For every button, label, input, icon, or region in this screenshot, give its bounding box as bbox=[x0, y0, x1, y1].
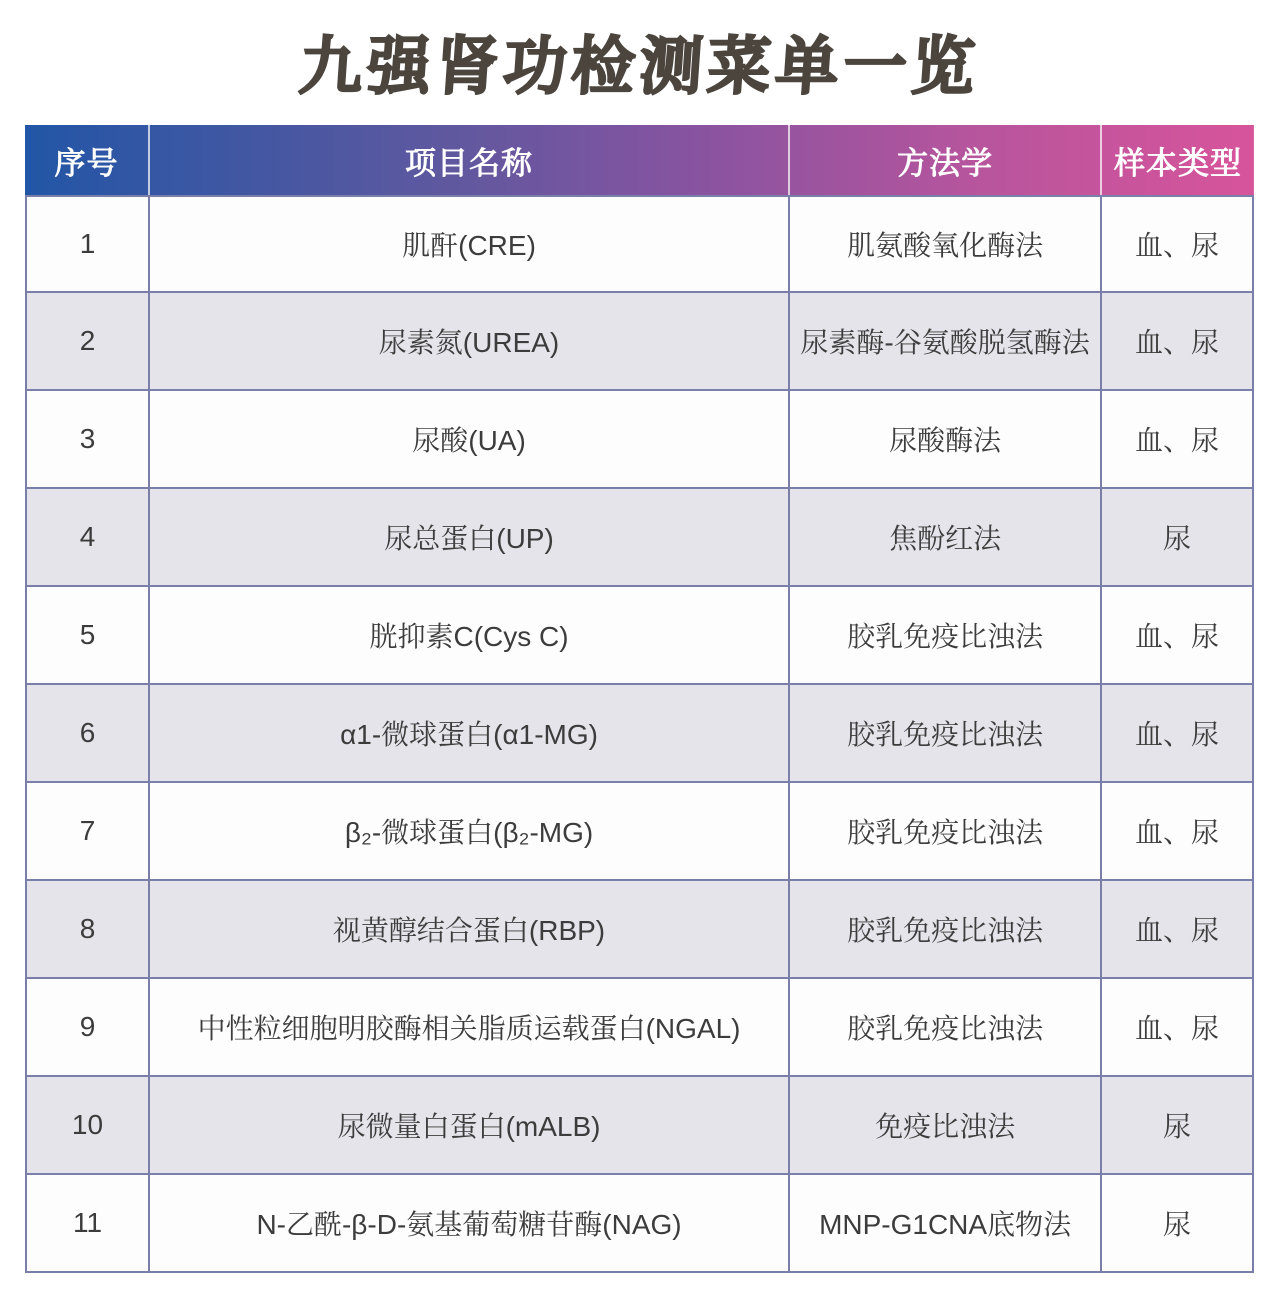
cell-no: 1 bbox=[25, 195, 150, 293]
cell-sample: 尿 bbox=[1102, 1077, 1254, 1175]
cell-name: 胱抑素C(Cys C) bbox=[150, 587, 790, 685]
column-header-no: 序号 bbox=[25, 125, 150, 195]
table-row bbox=[25, 783, 1254, 881]
cell-name: 尿总蛋白(UP) bbox=[150, 489, 790, 587]
cell-method: 胶乳免疫比浊法 bbox=[790, 881, 1102, 979]
cell-sample: 血、尿 bbox=[1102, 685, 1254, 783]
cell-sample: 血、尿 bbox=[1102, 587, 1254, 685]
cell-no: 11 bbox=[25, 1175, 150, 1273]
cell-no: 4 bbox=[25, 489, 150, 587]
table-header bbox=[25, 125, 1254, 195]
cell-name: 肌酐(CRE) bbox=[150, 195, 790, 293]
cell-method: 肌氨酸氧化酶法 bbox=[790, 195, 1102, 293]
table-row bbox=[25, 391, 1254, 489]
cell-method: 尿素酶-谷氨酸脱氢酶法 bbox=[790, 293, 1102, 391]
test-menu-table bbox=[25, 125, 1254, 1273]
cell-method: MNP-G1CNA底物法 bbox=[790, 1175, 1102, 1273]
page-title: 九强肾功检测菜单一览 bbox=[297, 32, 983, 102]
cell-name: 尿酸(UA) bbox=[150, 391, 790, 489]
cell-no: 3 bbox=[25, 391, 150, 489]
cell-method: 胶乳免疫比浊法 bbox=[790, 783, 1102, 881]
table-row bbox=[25, 881, 1254, 979]
table-row bbox=[25, 979, 1254, 1077]
cell-name: α1-微球蛋白(α1-MG) bbox=[150, 685, 790, 783]
table-row bbox=[25, 489, 1254, 587]
cell-name: β₂-微球蛋白(β₂-MG) bbox=[150, 783, 790, 881]
column-header-method: 方法学 bbox=[790, 125, 1102, 195]
cell-sample: 血、尿 bbox=[1102, 391, 1254, 489]
cell-method: 尿酸酶法 bbox=[790, 391, 1102, 489]
table-row bbox=[25, 587, 1254, 685]
column-header-name: 项目名称 bbox=[150, 125, 790, 195]
cell-sample: 尿 bbox=[1102, 1175, 1254, 1273]
cell-no: 5 bbox=[25, 587, 150, 685]
cell-method: 胶乳免疫比浊法 bbox=[790, 979, 1102, 1077]
cell-no: 9 bbox=[25, 979, 150, 1077]
column-header-sample: 样本类型 bbox=[1114, 145, 1243, 181]
cell-sample: 血、尿 bbox=[1102, 195, 1254, 293]
cell-method: 焦酚红法 bbox=[790, 489, 1102, 587]
cell-sample: 血、尿 bbox=[1102, 979, 1254, 1077]
table-row bbox=[25, 685, 1254, 783]
cell-no: 6 bbox=[25, 685, 150, 783]
cell-name: 视黄醇结合蛋白(RBP) bbox=[150, 881, 790, 979]
cell-sample: 血、尿 bbox=[1102, 293, 1254, 391]
table-body bbox=[25, 195, 1254, 1273]
cell-sample: 血、尿 bbox=[1102, 881, 1254, 979]
table-header-row bbox=[25, 125, 1254, 195]
cell-method: 胶乳免疫比浊法 bbox=[790, 685, 1102, 783]
cell-no: 8 bbox=[25, 881, 150, 979]
cell-no: 2 bbox=[25, 293, 150, 391]
cell-name: 中性粒细胞明胶酶相关脂质运载蛋白(NGAL) bbox=[150, 979, 790, 1077]
table-row bbox=[25, 195, 1254, 293]
table-row bbox=[25, 1175, 1254, 1273]
table-row bbox=[25, 293, 1254, 391]
cell-method: 胶乳免疫比浊法 bbox=[790, 587, 1102, 685]
cell-sample: 血、尿 bbox=[1102, 783, 1254, 881]
cell-method: 免疫比浊法 bbox=[790, 1077, 1102, 1175]
cell-no: 10 bbox=[25, 1077, 150, 1175]
cell-sample: 尿 bbox=[1102, 489, 1254, 587]
table-row bbox=[25, 1077, 1254, 1175]
cell-name: N-乙酰-β-D-氨基葡萄糖苷酶(NAG) bbox=[150, 1175, 790, 1273]
cell-name: 尿素氮(UREA) bbox=[150, 293, 790, 391]
cell-name: 尿微量白蛋白(mALB) bbox=[150, 1077, 790, 1175]
cell-no: 7 bbox=[25, 783, 150, 881]
